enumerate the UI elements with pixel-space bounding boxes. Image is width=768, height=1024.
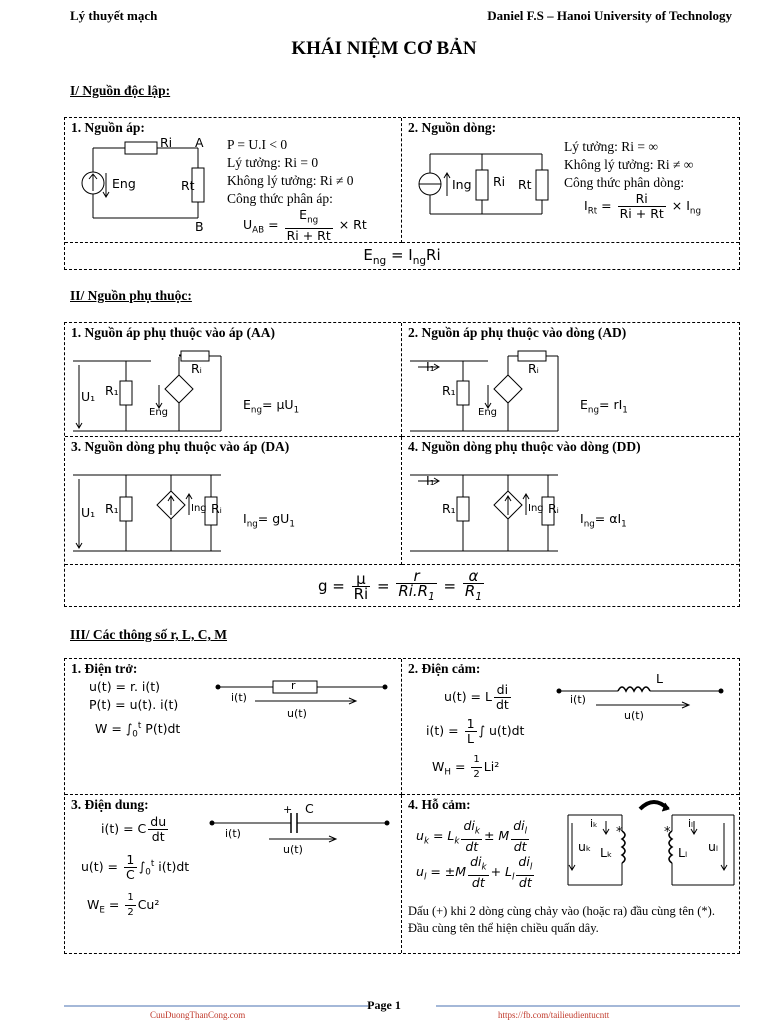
voltage-line-3: Không lý tưởng: Ri ≠ 0 — [227, 173, 354, 188]
resistor-cell — [65, 659, 402, 795]
capacitor-cell — [65, 795, 402, 953]
header-left: Lý thuyết mạch — [70, 8, 158, 23]
ad-eng-label: Eng — [478, 407, 498, 418]
ad-cell — [402, 323, 739, 437]
voltage-source-cell — [65, 118, 402, 243]
current-source-circuit — [412, 144, 572, 234]
aa-r1-label: R₁ — [105, 383, 119, 398]
capacitor-i-label: i(t) — [225, 827, 241, 840]
aa-u1-label: U₁ — [81, 389, 96, 404]
inductor-l-label: L — [656, 671, 663, 686]
ad-heading: 2. Nguồn áp phụ thuộc vào dòng (AD) — [408, 325, 627, 340]
mutual-note: Dấu (+) khi 2 dòng cùng chảy vào (hoặc ra) đầu cùng tên (*). Đầu cùng tên thể hiện chiều quấn dây. — [408, 904, 715, 935]
voltage-eng-label: Eng — [112, 176, 136, 191]
capacitor-voltage: u(t) = $\frac{1}{C}$ $\int_0^t$ i(t)dt — [81, 852, 190, 882]
current-ing-label: Ing — [452, 177, 472, 192]
dd-formula: $I_{ng}= \alpha I_1$ — [580, 511, 627, 530]
mutual-ll-label: Lₗ — [678, 845, 688, 860]
mutual-lk-label: Lₖ — [600, 845, 613, 860]
current-ri-label: Ri — [493, 174, 506, 189]
aa-ri-label: Rᵢ — [191, 361, 202, 376]
parameters-box — [64, 658, 740, 954]
voltage-divider-formula: $U_{AB}$ = $\frac{E_{ng}}{Ri + Rt}$ × Rt — [243, 207, 367, 243]
current-divider-formula: $I_{Rt}$ = $\frac{Ri}{Ri + Rt}$ × $I_{ng}$ — [584, 191, 702, 221]
aa-cell — [65, 323, 402, 437]
dd-r1-label: R₁ — [442, 501, 456, 516]
aa-heading: 1. Nguồn áp phụ thuộc vào áp (AA) — [71, 325, 276, 340]
da-u1-label: U₁ — [81, 505, 96, 520]
resistor-power: P(t) = u(t). i(t) — [89, 697, 179, 712]
mutual-ul-formula: $u_l = \pm M$ $\frac{di_k}{dt}$ + $L_l$ $\frac{di_l}{dt}$ — [416, 854, 533, 890]
section-3-heading: III/ Các thông số r, L, C, M — [70, 627, 228, 642]
mutual-ik-label: iₖ — [590, 817, 598, 830]
dd-cell — [402, 437, 739, 565]
section-1-heading: I/ Nguồn độc lập: — [70, 83, 171, 98]
aa-eng-label: Eng — [149, 407, 169, 418]
footer-left-link[interactable]: CuuDuongThanCong.com — [150, 1010, 246, 1020]
current-line-2: Không lý tưởng: Ri ≠ ∞ — [564, 157, 694, 172]
da-cell — [65, 437, 402, 565]
mutual-uk-label: uₖ — [578, 839, 592, 854]
resistor-i-label: i(t) — [231, 691, 247, 704]
inductor-i-label: i(t) — [570, 693, 586, 706]
da-ing-label: Ing — [191, 503, 207, 514]
voltage-ri-label: Ri — [160, 135, 173, 150]
da-r1-label: R₁ — [105, 501, 119, 516]
source-conversion-formula: $E_{ng} = I_{ng}Ri$ — [363, 246, 441, 267]
resistor-r-label: r — [291, 679, 296, 692]
dependent-sources-box — [64, 322, 740, 607]
mutual-heading: 4. Hỗ cảm: — [408, 797, 471, 812]
da-ri-label: Rᵢ — [211, 501, 222, 516]
section-2-heading: II/ Nguồn phụ thuộc: — [70, 288, 192, 303]
mutual-il-label: iₗ — [688, 817, 693, 830]
capacitor-heading: 3. Điện dung: — [71, 797, 149, 812]
inductor-heading: 2. Điện cảm: — [408, 661, 481, 676]
capacitor-plus-label: + — [283, 803, 293, 816]
da-heading: 3. Nguồn dòng phụ thuộc vào áp (DA) — [71, 439, 290, 454]
inductor-current: i(t) = $\frac{1}{L}$ ∫ u(t)dt — [426, 716, 525, 746]
dd-i1-label: I₁ — [426, 473, 435, 488]
dd-heading: 4. Nguồn dòng phụ thuộc vào dòng (DD) — [408, 439, 641, 454]
current-line-3: Công thức phân dòng: — [564, 175, 685, 190]
footer-right-link[interactable]: https://fb.com/tailieudientucntt — [498, 1010, 610, 1020]
ad-ri-label: Rᵢ — [528, 361, 539, 376]
gain-relation-formula: g = $\frac{\mu}{Ri}$ = $\frac{r}{Ri.R_1}$ = $\frac{\alpha}{R_1}$ — [317, 567, 483, 603]
voltage-line-4: Công thức phân áp: — [227, 191, 333, 206]
mutual-inductance-cell — [402, 795, 739, 953]
voltage-rt-label: Rt — [181, 178, 195, 193]
capacitor-energy: $W_E$ = $\frac{1}{2}$ Cu² — [87, 892, 160, 918]
capacitor-u-label: u(t) — [283, 843, 303, 856]
dd-ing-label: Ing — [528, 503, 544, 514]
inductor-voltage: u(t) = L $\frac{di}{dt}$ — [444, 682, 509, 712]
ad-r1-label: R₁ — [442, 383, 456, 398]
aa-formula: $E_{ng}= \mu U_1$ — [243, 397, 300, 416]
capacitor-current: i(t) = C $\frac{du}{dt}$ — [101, 814, 167, 844]
mutual-dot-left: * — [616, 825, 623, 840]
inductor-cell — [402, 659, 739, 795]
mutual-uk-formula: $u_k = L_k$ $\frac{di_k}{dt}$ ± M $\frac{di_l}{dt}$ — [416, 818, 528, 854]
header-right: Daniel F.S – Hanoi University of Technology — [487, 8, 732, 23]
dd-ri-label: Rᵢ — [548, 501, 559, 516]
mutual-ul-label: uₗ — [708, 839, 718, 854]
capacitor-c-label: C — [305, 801, 314, 816]
voltage-b-label: B — [195, 219, 204, 234]
ad-i1-label: I₁ — [426, 359, 435, 374]
da-formula: $I_{ng}= gU_1$ — [243, 511, 295, 530]
ad-formula: $E_{ng}= rI_1$ — [580, 397, 628, 416]
mutual-dot-right: * — [664, 825, 671, 840]
page-number: Page 1 — [367, 998, 401, 1012]
current-source-cell — [402, 118, 739, 243]
voltage-source-heading: 1. Nguồn áp: — [71, 120, 145, 135]
page-title: KHÁI NIỆM CƠ BẢN — [291, 38, 477, 59]
current-line-1: Lý tưởng: Ri = ∞ — [564, 139, 658, 154]
resistor-heading: 1. Điện trở: — [71, 661, 138, 676]
current-source-heading: 2. Nguồn dòng: — [408, 120, 497, 135]
resistor-ohm-law: u(t) = r. i(t) — [89, 679, 161, 694]
voltage-a-label: A — [195, 135, 204, 150]
inductor-u-label: u(t) — [624, 709, 644, 722]
current-rt-label: Rt — [518, 177, 532, 192]
voltage-source-circuit — [73, 138, 233, 238]
voltage-line-2: Lý tưởng: Ri = 0 — [227, 155, 319, 170]
voltage-line-1: P = U.I < 0 — [227, 137, 288, 152]
resistor-energy: $W = \int_0^t$ P(t)dt — [95, 721, 181, 740]
resistor-u-label: u(t) — [287, 707, 307, 720]
inductor-energy: $W_H$ = $\frac{1}{2}$ Li² — [432, 754, 500, 780]
independent-sources-box — [64, 117, 740, 270]
